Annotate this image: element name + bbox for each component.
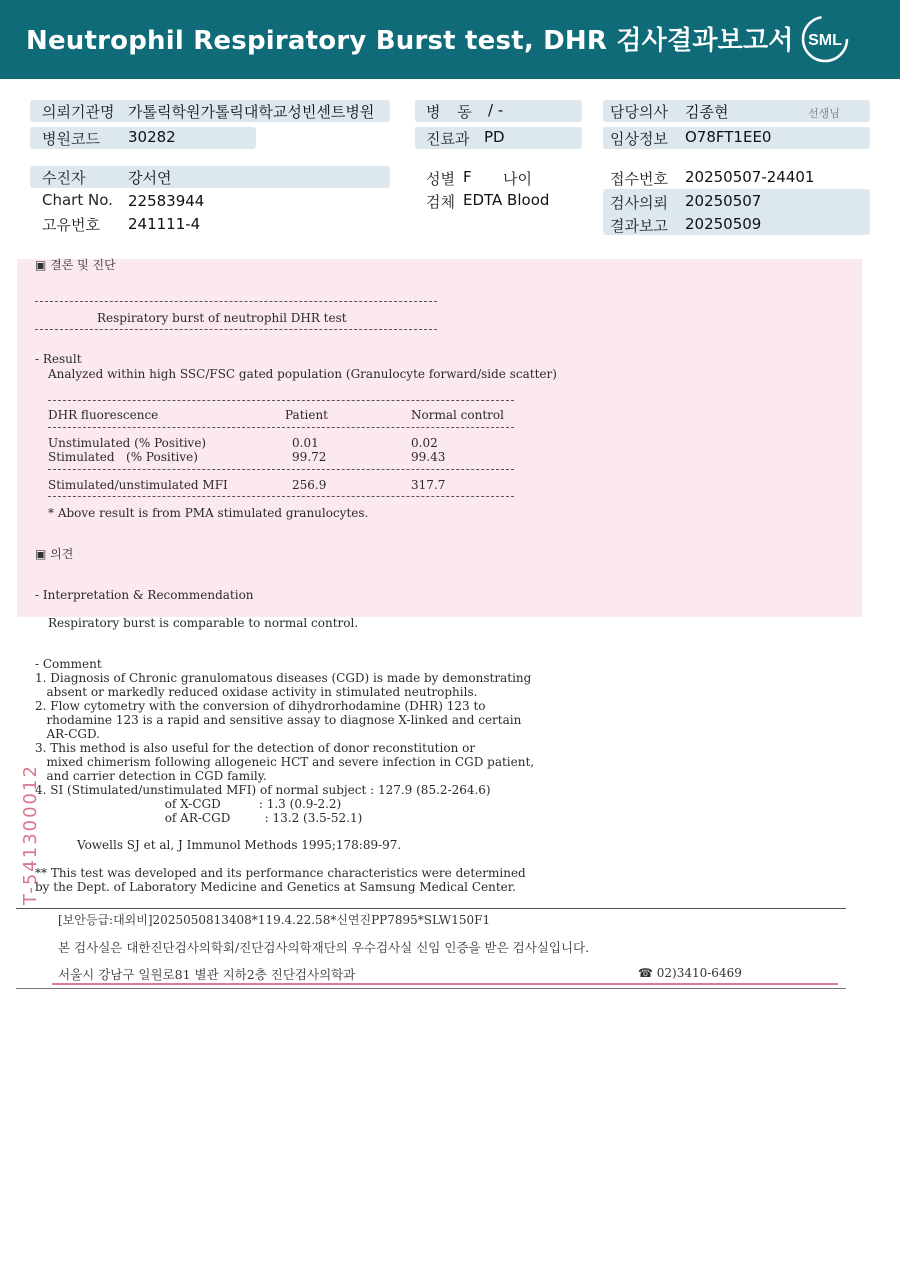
clinical-value: O78FT1EE0 bbox=[685, 128, 772, 146]
interp-heading: - Interpretation & Recommendation bbox=[35, 588, 254, 602]
request-value: 20250507 bbox=[685, 192, 762, 210]
analyzed-text: Analyzed within high SSC/FSC gated population (Granulocyte forward/side scatter) bbox=[48, 367, 557, 381]
comment-line: rhodamine 123 is a rapid and sensitive assay to diagnose X-linked and certain bbox=[35, 713, 522, 727]
hospital-code-label: 병원코드 bbox=[42, 130, 100, 148]
unique-value: 241111-4 bbox=[128, 215, 201, 233]
unique-label: 고유번호 bbox=[42, 216, 100, 234]
specimen-label: 검체 bbox=[426, 193, 455, 211]
hospital-code-value: 30282 bbox=[128, 128, 176, 146]
chart-label: Chart No. bbox=[42, 191, 113, 209]
dept-label: 진료과 bbox=[426, 130, 470, 148]
row-control: 317.7 bbox=[411, 478, 446, 492]
interp-text: Respiratory burst is comparable to normal control. bbox=[48, 616, 359, 630]
sex-value: F bbox=[463, 168, 472, 186]
comment-line: mixed chimerism following allogeneic HCT and severe infection in CGD patient, bbox=[35, 755, 535, 769]
col-header-control: Normal control bbox=[411, 408, 504, 422]
row-patient: 99.72 bbox=[292, 450, 327, 464]
row-control: 99.43 bbox=[411, 450, 446, 464]
divider bbox=[35, 301, 437, 302]
comment-line: and carrier detection in CGD family. bbox=[35, 769, 267, 783]
divider bbox=[48, 427, 514, 428]
sml-logo bbox=[800, 14, 850, 64]
svg-text:SML: SML bbox=[808, 32, 842, 49]
comment-line: 4. SI (Stimulated/unstimulated MFI) of normal subject : 127.9 (85.2-264.6) bbox=[35, 783, 491, 797]
comment-line: 3. This method is also useful for the detection of donor reconstitution or bbox=[35, 741, 476, 755]
test-name: Respiratory burst of neutrophil DHR test bbox=[97, 311, 347, 325]
conclusion-heading: ▣ 결론 및 진단 bbox=[35, 258, 116, 272]
report-date-label: 결과보고 bbox=[610, 217, 668, 235]
row-label: Stimulated/unstimulated MFI bbox=[48, 478, 228, 492]
comment-line: of X-CGD : 1.3 (0.9-2.2) bbox=[35, 797, 342, 811]
divider bbox=[35, 329, 437, 330]
ward-label: 병 동 bbox=[426, 103, 478, 121]
chart-value: 22583944 bbox=[128, 192, 205, 210]
doctor-value: 김종현 bbox=[685, 103, 729, 121]
specimen-value: EDTA Blood bbox=[463, 191, 550, 209]
divider bbox=[48, 400, 514, 401]
row-label: Stimulated (% Positive) bbox=[48, 450, 198, 464]
footer-bottom-divider bbox=[16, 988, 846, 989]
col-header-dhr: DHR fluorescence bbox=[48, 408, 159, 422]
footer-underline bbox=[52, 983, 838, 985]
patient-label: 수진자 bbox=[42, 169, 86, 187]
institution-label: 의뢰기관명 bbox=[42, 103, 115, 121]
report-title: Neutrophil Respiratory Burst test, DHR 검사결과보고서 bbox=[26, 26, 794, 56]
age-label: 나이 bbox=[503, 170, 532, 188]
developed-line: ** This test was developed and its performance characteristics were determined bbox=[35, 866, 526, 880]
institution-value: 가톨릭학원가톨릭대학교성빈센트병원 bbox=[128, 103, 375, 121]
row-control: 0.02 bbox=[411, 436, 438, 450]
col-header-patient: Patient bbox=[285, 408, 329, 422]
divider bbox=[48, 496, 514, 497]
receipt-value: 20250507-24401 bbox=[685, 168, 815, 186]
comment-line: of AR-CGD : 13.2 (3.5-52.1) bbox=[35, 811, 363, 825]
doctor-suffix: 선생님 bbox=[808, 107, 840, 120]
reference: Vowells SJ et al, J Immunol Methods 1995;178:89-97. bbox=[77, 838, 402, 852]
result-note: * Above result is from PMA stimulated granulocytes. bbox=[48, 506, 369, 520]
comment-line: 2. Flow cytometry with the conversion of dihydrorhodamine (DHR) 123 to bbox=[35, 699, 486, 713]
sex-label: 성별 bbox=[426, 170, 455, 188]
clinical-label: 임상정보 bbox=[610, 130, 668, 148]
receipt-label: 접수번호 bbox=[610, 170, 668, 188]
comment-heading: - Comment bbox=[35, 657, 102, 671]
address-line: 서울시 강남구 일원로81 별관 지하2층 진단검사의학과 bbox=[58, 967, 356, 982]
dept-value: PD bbox=[484, 128, 505, 146]
report-header bbox=[0, 0, 900, 79]
security-line: [보안등급:대외비]2025050813408*119.4.22.58*신연진PP7895*SLW150F1 bbox=[58, 913, 491, 927]
specimen-stamp: T-541300012 bbox=[20, 764, 41, 905]
row-patient: 0.01 bbox=[292, 436, 319, 450]
comment-line: 1. Diagnosis of Chronic granulomatous diseases (CGD) is made by demonstrating bbox=[35, 671, 532, 685]
opinion-heading: ▣ 의견 bbox=[35, 547, 74, 561]
doctor-label: 담당의사 bbox=[610, 103, 668, 121]
developed-line: by the Dept. of Laboratory Medicine and Genetics at Samsung Medical Center. bbox=[35, 880, 516, 894]
ward-value: / - bbox=[488, 101, 504, 119]
row-patient: 256.9 bbox=[292, 478, 327, 492]
row-label: Unstimulated (% Positive) bbox=[48, 436, 207, 450]
comment-line: absent or markedly reduced oxidase activity in stimulated neutrophils. bbox=[35, 685, 478, 699]
patient-value: 강서연 bbox=[128, 169, 172, 187]
request-label: 검사의뢰 bbox=[610, 194, 668, 212]
certification-line: 본 검사실은 대한진단검사의학회/진단검사의학재단의 우수검사실 신임 인증을 받은 검사실입니다. bbox=[58, 940, 590, 955]
phone-line: ☎ 02)3410-6469 bbox=[638, 966, 742, 980]
footer-divider bbox=[16, 908, 846, 909]
result-heading: - Result bbox=[35, 352, 82, 366]
report-date-value: 20250509 bbox=[685, 215, 762, 233]
comment-line: AR-CGD. bbox=[35, 727, 100, 741]
divider bbox=[48, 469, 514, 470]
